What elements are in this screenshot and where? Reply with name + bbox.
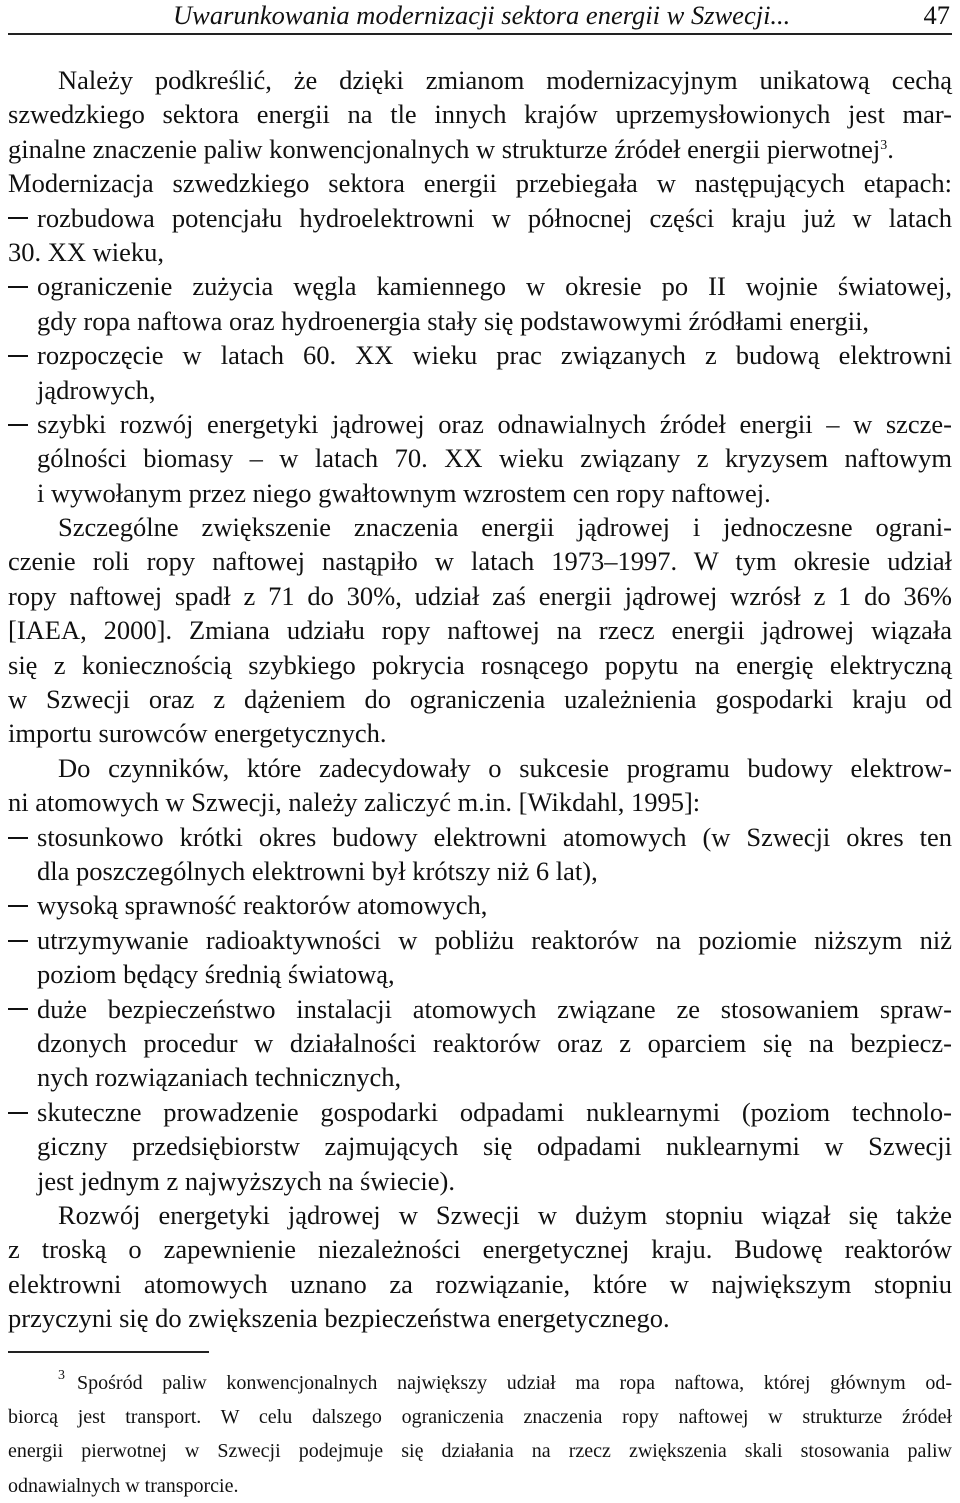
text-line: importu surowców energetycznych.	[8, 718, 387, 749]
text-line: przyczyni się do zwiększenia bezpieczeństwa energetycznego.	[8, 1303, 670, 1334]
text-line: dla poszczególnych elektrowni był krótszy niż 6 lat),	[37, 855, 598, 886]
dash-bullet-icon	[8, 286, 28, 288]
list-item	[8, 923, 952, 992]
text-line: Do czynników, które zadecydowały o sukcesie programu budowy elektrow-	[58, 752, 952, 783]
footnote-marker: 3	[58, 1368, 65, 1383]
dash-bullet-icon	[8, 217, 28, 219]
text-line: szwedzkiego sektora energii na tle innych krajów uprzemysłowionych jest mar-	[8, 99, 952, 130]
running-title: Uwarunkowania modernizacji sektora energii w Szwecji...	[173, 0, 791, 30]
text-span: duże bezpieczeństwo instalacji atomowych związane ze stosowaniem spraw-	[37, 993, 952, 1024]
text-span: utrzymywanie radioaktywności w pobliżu reaktorów na poziomie niższym niż	[37, 924, 952, 955]
list-item	[8, 338, 952, 407]
text-span: stosunkowo krótki okres budowy elektrowni atomowych (w Szwecji okres ten	[37, 821, 952, 852]
text-line: giczny przedsiębiorstw zajmujących się odpadami nuklearnymi w Szwecji	[37, 1131, 952, 1162]
text-line: nych rozwiązaniach technicznych,	[37, 1062, 402, 1093]
text-line: gólności biomasy – w latach 70. XX wieku związany z kryzysem naftowym	[37, 443, 952, 474]
text-line	[8, 820, 952, 854]
text-line	[8, 338, 952, 372]
text-span: wysoką sprawność reaktorów atomowych,	[37, 890, 488, 921]
text-line: jest jednym z najwyższych na świecie).	[37, 1165, 455, 1196]
text-line: z troską o zapewnienie niezależności energetycznej kraju. Budowę reaktorów	[8, 1234, 952, 1265]
dash-bullet-icon	[8, 424, 28, 426]
dash-bullet-icon	[8, 1112, 28, 1114]
text-line: ropy naftowej spadł z 71 do 30%, udział zaś energii jądrowej wzrósł z 1 do 36%	[8, 580, 952, 611]
text-line: w Szwecji oraz z dążeniem do ograniczenia uzależnienia gospodarki kraju od	[8, 684, 952, 715]
text-span: szybki rozwój energetyki jądrowej oraz odnawialnych źródeł energii – w szcze-	[37, 408, 952, 439]
text-span: rozpoczęcie w latach 60. XX wieku prac związanych z budową elektrowni	[37, 340, 952, 371]
text-line: Rozwój energetyki jądrowej w Szwecji w dużym stopniu wiązał się także	[58, 1199, 952, 1230]
paragraph-energy-security	[8, 1198, 952, 1336]
text-line: jądrowych,	[37, 374, 156, 405]
text-line: [IAEA, 2000]. Zmiana udziału ropy naftowej na rzecz energii jądrowej wiązała	[8, 615, 952, 646]
text-span: skuteczne prowadzenie gospodarki odpadami nuklearnymi (poziom technolo-	[37, 1096, 952, 1127]
list-item	[8, 992, 952, 1095]
text-line	[8, 269, 952, 303]
text-line	[8, 992, 952, 1026]
list-item	[8, 820, 952, 889]
text-line: i wywołanym przez niego gwałtownym wzrostem cen ropy naftowej.	[37, 477, 771, 508]
footnote-divider	[8, 1351, 209, 1353]
text-line	[8, 201, 952, 235]
text-span: rozbudowa potencjału hydroelektrowni w północnej części kraju już w latach	[37, 202, 952, 233]
dash-bullet-icon	[8, 905, 28, 907]
main-text	[8, 63, 952, 1335]
dash-bullet-icon	[8, 940, 28, 942]
text-line: 30. XX wieku,	[8, 236, 165, 267]
footnote	[8, 1366, 952, 1503]
text-line: odnawialnych w transporcie.	[8, 1474, 239, 1497]
text-line: elektrowni atomowych uznano za rozwiązanie, które w największym stopniu	[8, 1268, 952, 1299]
list-item	[8, 888, 952, 922]
text-span: ginalne znaczenie paliw konwencjonalnych w strukturze źródeł energii pierwotnej	[8, 133, 881, 164]
text-line: Należy podkreślić, że dzięki zmianom modernizacyjnym unikatową cechą	[58, 65, 952, 95]
text-line: się z koniecznością szybkiego pokrycia rosnącego popytu na energię elektryczną	[8, 649, 952, 680]
footnote-reference: 3	[880, 137, 888, 153]
text-line	[8, 1095, 952, 1129]
list-item	[8, 1095, 952, 1198]
text-span: .	[887, 133, 894, 164]
text-line	[8, 407, 952, 441]
text-line	[8, 888, 952, 922]
list-item	[8, 407, 952, 510]
paragraph-success-factors	[8, 751, 952, 820]
text-span: ograniczenie zużycia węgla kamiennego w okresie po II wojnie światowej,	[37, 271, 952, 302]
text-line: Modernizacja szwedzkiego sektora energii przebiegała w następujących etapach:	[8, 168, 952, 199]
dash-bullet-icon	[8, 837, 28, 839]
paragraph-intro	[8, 63, 952, 201]
text-line: dzonych procedur w działalności reaktorów oraz z oparciem się na bezpiecz-	[37, 1027, 952, 1058]
list-item	[8, 269, 952, 338]
text-line: energii pierwotnej w Szwecji podejmuje się działania na rzecz zwiększenia skali stosowania paliw	[8, 1440, 952, 1463]
text-span: Spośród paliw konwencjonalnych największy udział ma ropa naftowa, której głównym od-	[77, 1372, 952, 1394]
text-line: gdy ropa naftowa oraz hydroenergia stały się podstawowymi źródłami energii,	[37, 305, 870, 336]
text-line: poziom będący średnią światową,	[37, 959, 395, 990]
page-number: 47	[923, 0, 950, 30]
text-line: biorcą jest transport. W celu dalszego ograniczenia znaczenia ropy naftowej w strukturze źródeł	[8, 1406, 952, 1429]
text-line: Szczególne zwiększenie znaczenia energii jądrowej i jednoczesne ograni-	[58, 512, 952, 543]
list-item	[8, 201, 952, 270]
paragraph-nuclear-share	[8, 510, 952, 751]
list-modernization-stages	[8, 201, 952, 511]
text-line: czenie roli ropy naftowej nastąpiło w latach 1973–1997. W tym okresie udział	[8, 546, 952, 577]
page-header	[8, 0, 952, 35]
text-line	[8, 1366, 952, 1400]
list-success-factors	[8, 820, 952, 1198]
text-line	[8, 923, 952, 957]
dash-bullet-icon	[8, 1008, 28, 1010]
dash-bullet-icon	[8, 355, 28, 357]
text-line: ni atomowych w Szwecji, należy zaliczyć m.in. [Wikdahl, 1995]:	[8, 787, 701, 818]
text-line	[8, 132, 952, 166]
